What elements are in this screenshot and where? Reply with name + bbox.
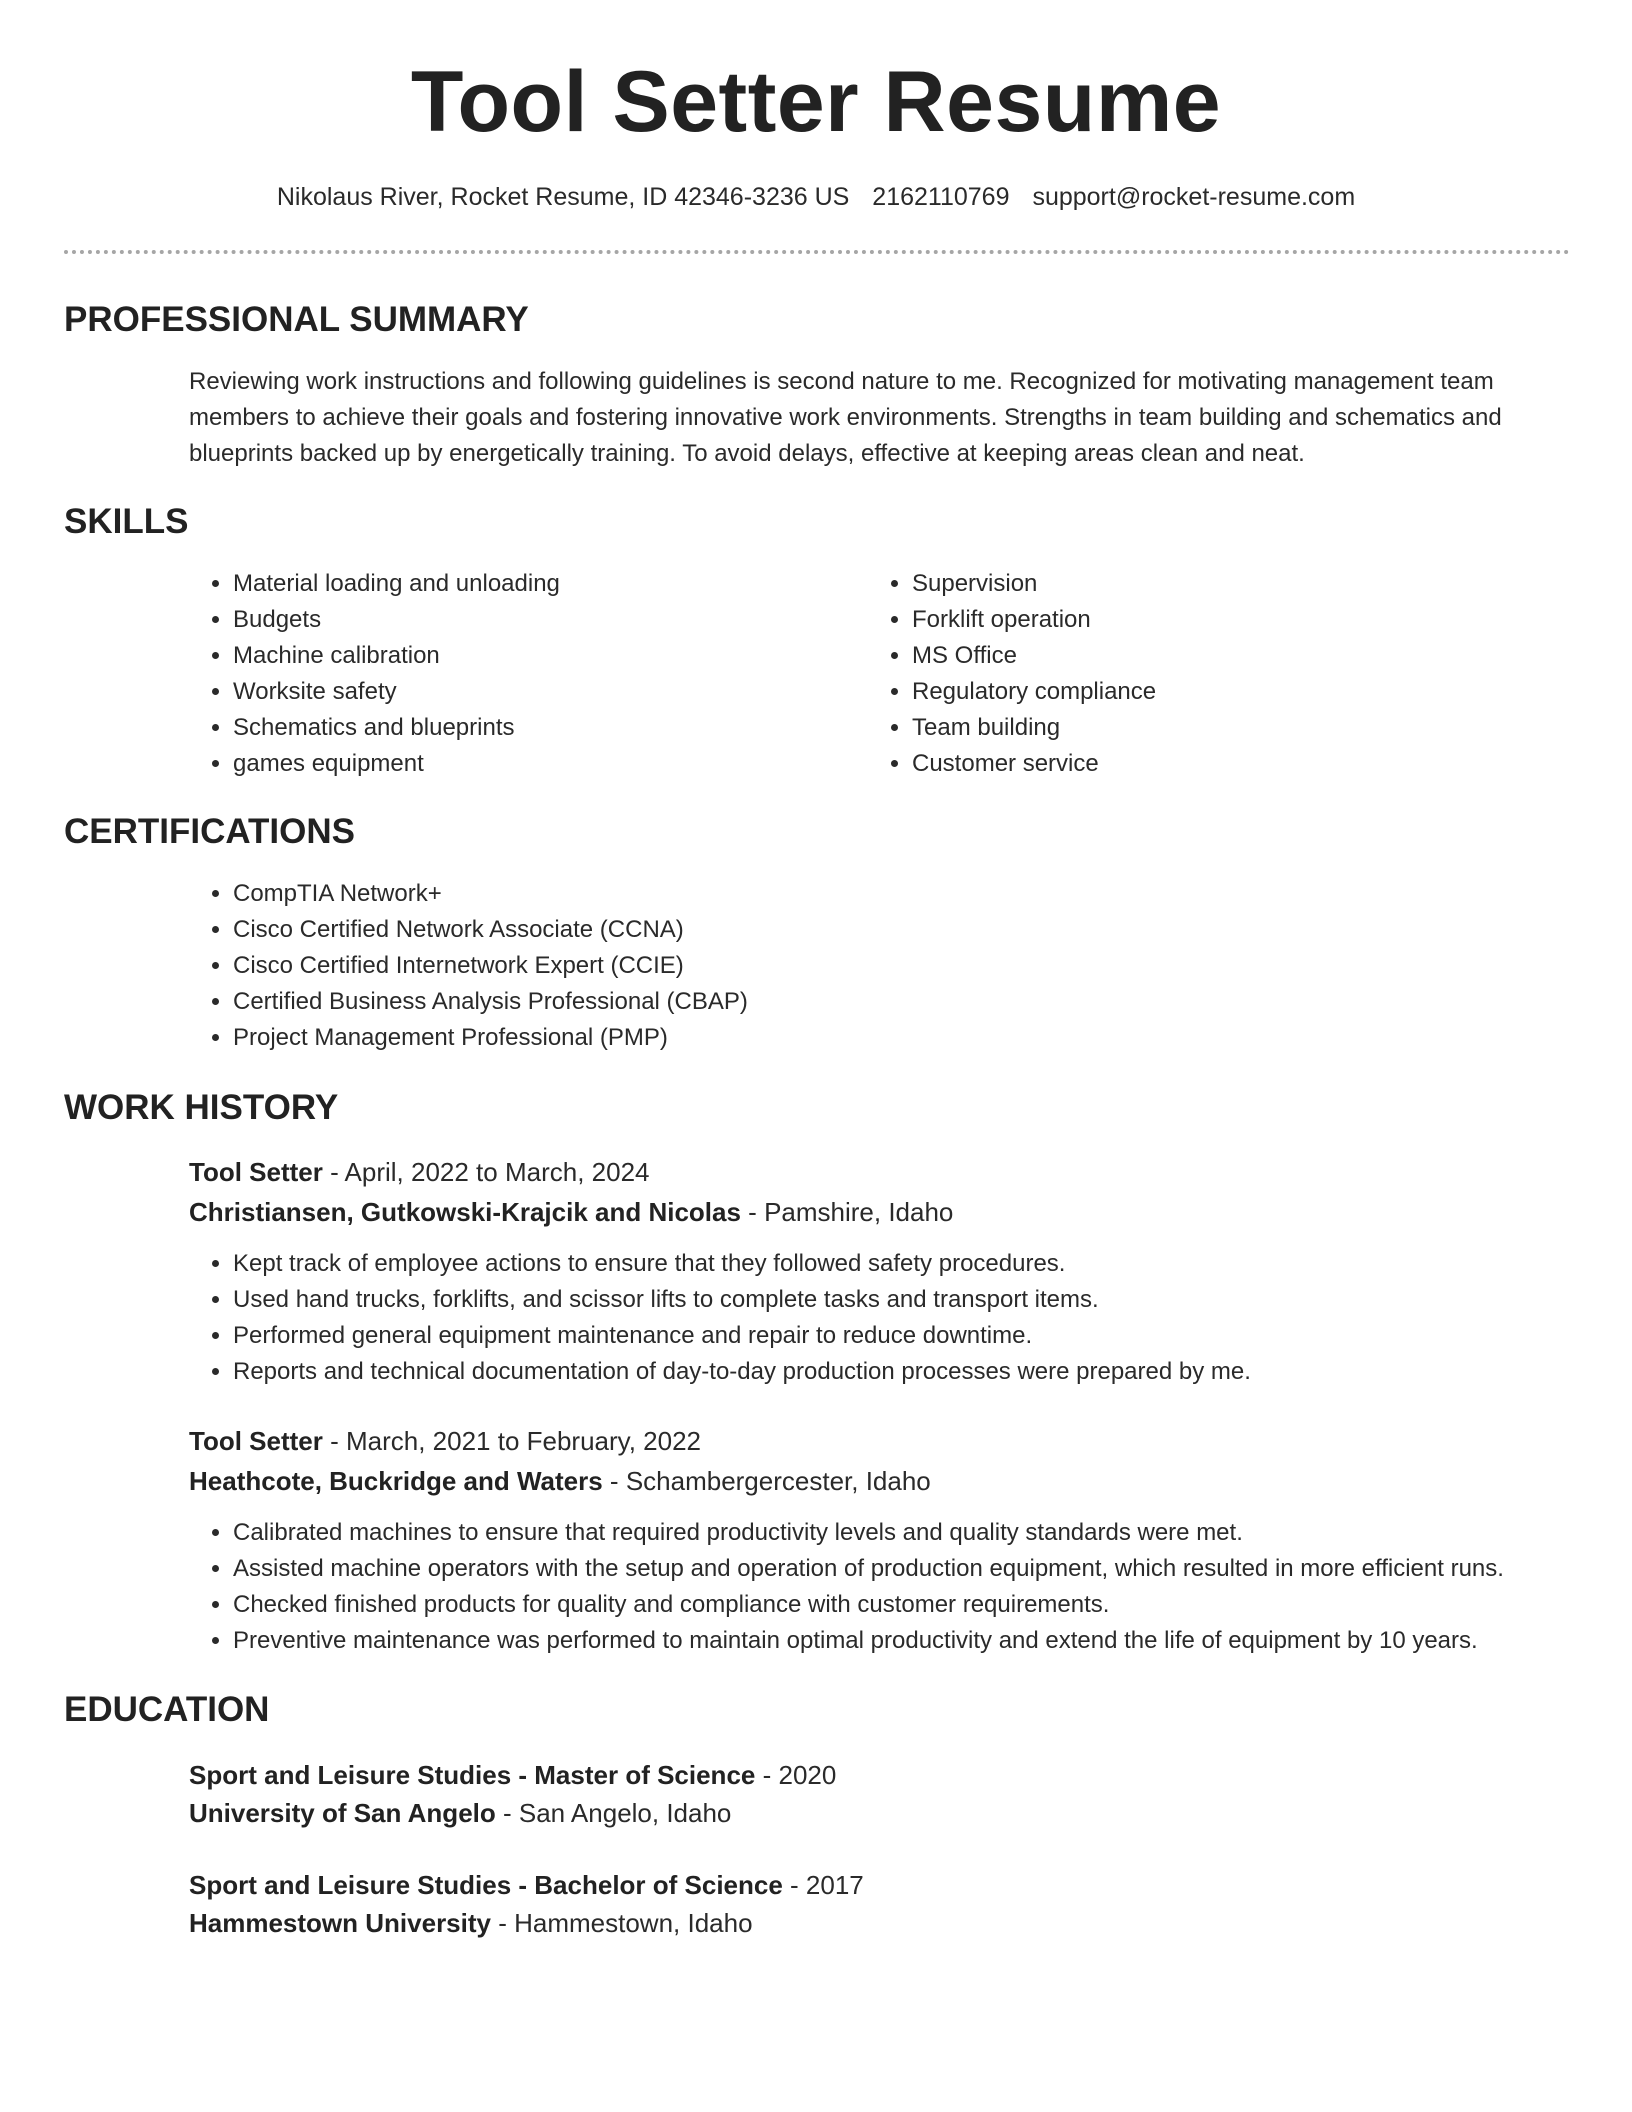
contact-email[interactable]: support@rocket-resume.com	[1032, 183, 1356, 211]
summary-heading: PROFESSIONAL SUMMARY	[64, 300, 529, 339]
list-item: • Certified Business Analysis Professional (CBAP)	[233, 984, 1533, 1020]
list-item: • Material loading and unloading	[233, 566, 833, 602]
education-year: 2020	[778, 1760, 837, 1790]
page-title: Tool Setter Resume	[410, 54, 1222, 150]
education-degree: Sport and Leisure Studies - Bachelor of Science	[189, 1870, 783, 1900]
list-item: • Performed general equipment maintenance and repair to reduce downtime.	[233, 1318, 1632, 1354]
contact-phone: 2162110769	[872, 183, 1010, 211]
skills-list-right	[868, 566, 1512, 782]
job-company: Christiansen, Gutkowski-Krajcik and Nicolas	[189, 1197, 741, 1227]
list-item: • Regulatory compliance	[912, 674, 1512, 710]
job-location: Schambergercester, Idaho	[625, 1466, 931, 1496]
list-item: • Preventive maintenance was performed to maintain optimal productivity and extend the life of equipment by 10 years.	[233, 1623, 1632, 1659]
list-item: • Forklift operation	[912, 602, 1512, 638]
job-company: Heathcote, Buckridge and Waters	[189, 1466, 603, 1496]
job-dates: March, 2021 to February, 2022	[345, 1426, 702, 1456]
list-item: • Cisco Certified Internetwork Expert (CCIE)	[233, 948, 1533, 984]
education-degree: Sport and Leisure Studies - Master of Science	[189, 1760, 756, 1790]
certifications-heading: CERTIFICATIONS	[64, 812, 356, 851]
skills-list-left	[189, 566, 833, 782]
list-item: • Worksite safety	[233, 674, 833, 710]
list-item: • Supervision	[912, 566, 1512, 602]
list-item: • Calibrated machines to ensure that required productivity levels and quality standards were met.	[233, 1515, 1632, 1551]
job-title-line: Tool Setter - March, 2021 to February, 2022	[189, 1426, 702, 1456]
list-item: • MS Office	[912, 638, 1512, 674]
education-degree-line: Sport and Leisure Studies - Bachelor of Science - 2017	[189, 1870, 864, 1900]
list-item: • Used hand trucks, forklifts, and scissor lifts to complete tasks and transport items.	[233, 1282, 1632, 1318]
contact-address: Nikolaus River, Rocket Resume, ID 42346-3236 US	[276, 183, 850, 211]
education-heading: EDUCATION	[64, 1690, 270, 1729]
job-company-line: Heathcote, Buckridge and Waters - Schambergercester, Idaho	[189, 1466, 931, 1496]
header-divider	[64, 250, 1570, 254]
list-item: • Cisco Certified Network Associate (CCNA)	[233, 912, 1533, 948]
education-school-line: Hammestown University - Hammestown, Idaho	[189, 1908, 753, 1938]
list-item: • Reports and technical documentation of day-to-day production processes were prepared by me.	[233, 1354, 1632, 1390]
education-school: University of San Angelo	[189, 1798, 496, 1828]
certifications-list	[189, 876, 1533, 1056]
skills-heading: SKILLS	[64, 502, 189, 541]
list-item: • games equipment	[233, 746, 833, 782]
list-item: • Project Management Professional (PMP)	[233, 1020, 1533, 1056]
list-item: • Customer service	[912, 746, 1512, 782]
job-location: Pamshire, Idaho	[764, 1197, 954, 1227]
list-item: • CompTIA Network+	[233, 876, 1533, 912]
list-item: • Checked finished products for quality and compliance with customer requirements.	[233, 1587, 1632, 1623]
job-company-line: Christiansen, Gutkowski-Krajcik and Nicolas - Pamshire, Idaho	[189, 1197, 954, 1227]
job-dates: April, 2022 to March, 2024	[344, 1157, 650, 1187]
education-degree-line: Sport and Leisure Studies - Master of Science - 2020	[189, 1760, 837, 1790]
education-location: Hammestown, Idaho	[514, 1908, 753, 1938]
list-item: • Schematics and blueprints	[233, 710, 833, 746]
education-location: San Angelo, Idaho	[518, 1798, 732, 1828]
job-title: Tool Setter	[189, 1426, 323, 1456]
list-item: • Budgets	[233, 602, 833, 638]
education-school-line: University of San Angelo - San Angelo, Idaho	[189, 1798, 732, 1828]
education-year: 2017	[805, 1870, 864, 1900]
summary-text: Reviewing work instructions and following guidelines is second nature to me. Recognized for motivating management team members to achieve their goals and fostering innovative work environments. Strengths in team building and schematics and blueprints backed up by energetically training. To avoid delays, effective at keeping areas clean and neat.	[189, 368, 1502, 467]
education-school: Hammestown University	[189, 1908, 491, 1938]
list-item: • Team building	[912, 710, 1512, 746]
contact-line	[0, 180, 1632, 214]
job-title-line: Tool Setter - April, 2022 to March, 2024	[189, 1157, 650, 1187]
work-history-heading: WORK HISTORY	[64, 1088, 339, 1127]
job-bullets	[189, 1246, 1632, 1390]
list-item: • Assisted machine operators with the setup and operation of production equipment, which resulted in more efficient runs.	[233, 1551, 1632, 1587]
job-bullets	[189, 1515, 1632, 1659]
list-item: • Kept track of employee actions to ensure that they followed safety procedures.	[233, 1246, 1632, 1282]
job-title: Tool Setter	[189, 1157, 323, 1187]
list-item: • Machine calibration	[233, 638, 833, 674]
